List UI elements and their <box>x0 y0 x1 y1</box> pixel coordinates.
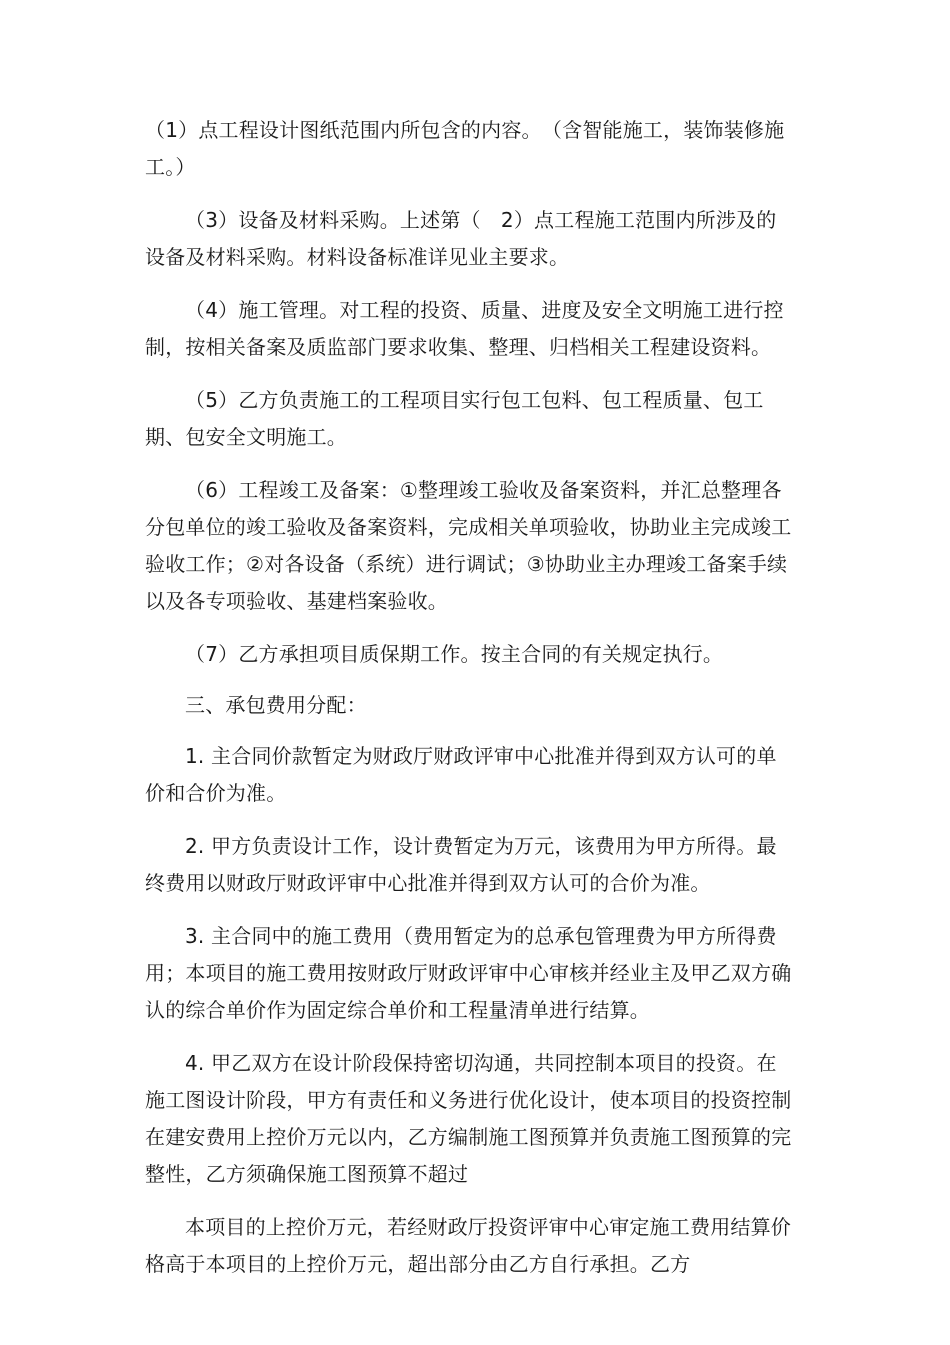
section-heading-cost-allocation: 三、承包费用分配： <box>185 693 367 717</box>
paragraph-cost-item-3: 3. 主合同中的施工费用（费用暂定为的总承包管理费为甲方所得费用；本项目的施工费用按财政厅财政评审中心审核并经业主及甲乙双方确认的综合单价作为固定综合单价和工程量清单进行结算。 <box>145 924 792 1022</box>
paragraph-scope-item-3: （3）设备及材料采购。上述第（ 2）点工程施工范围内所涉及的设备及材料采购。材料设备标准详见业主要求。 <box>145 208 777 269</box>
paragraph-cost-item-1: 1. 主合同价款暂定为财政厅财政评审中心批准并得到双方认可的单价和合价为准。 <box>145 744 777 805</box>
paragraph-cost-item-2: 2. 甲方负责设计工作，设计费暂定为万元，该费用为甲方所得。最终费用以财政厅财政评审中心批准并得到双方认可的合价为准。 <box>145 834 777 895</box>
paragraph-scope-item-6: （6）工程竣工及备案：①整理竣工验收及备案资料，并汇总整理各分包单位的竣工验收及备案资料，完成相关单项验收，协助业主完成竣工验收工作；②对各设备（系统）进行调试；③协助业主办理竣工备案手续以及各专项验收、基建档案验收。 <box>145 478 792 613</box>
paragraph-scope-item-5: （5）乙方负责施工的工程项目实行包工包料、包工程质量、包工期、包安全文明施工。 <box>145 388 764 449</box>
paragraph-cost-continuation: 本项目的上控价万元，若经财政厅投资评审中心审定施工费用结算价格高于本项目的上控价万元，超出部分由乙方自行承担。乙方 <box>145 1215 791 1276</box>
paragraph-cost-item-4: 4. 甲乙双方在设计阶段保持密切沟通，共同控制本项目的投资。在施工图设计阶段，甲方有责任和义务进行优化设计，使本项目的投资控制在建安费用上控价万元以内，乙方编制施工图预算并负责施工图预算的完整性，乙方须确保施工图预算不超过 <box>145 1051 792 1186</box>
paragraph-scope-item-4: （4）施工管理。对工程的投资、质量、进度及安全文明施工进行控制，按相关备案及质监部门要求收集、整理、归档相关工程建设资料。 <box>145 298 784 359</box>
paragraph-scope-item-7: （7）乙方承担项目质保期工作。按主合同的有关规定执行。 <box>185 642 724 666</box>
document-body <box>145 112 795 1299</box>
paragraph-scope-item-1: （1）点工程设计图纸范围内所包含的内容。 （含智能施工，装饰装修施工。） <box>145 118 785 179</box>
